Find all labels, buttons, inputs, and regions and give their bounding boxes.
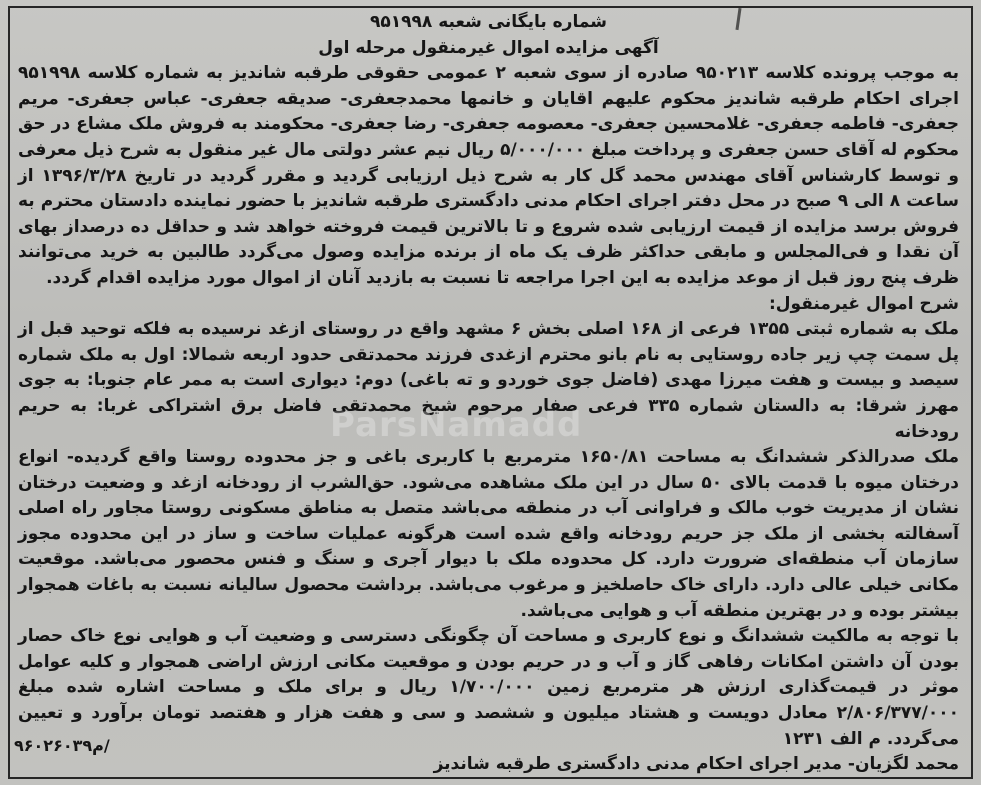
watermark: ParsNamadd bbox=[330, 405, 583, 445]
auction-notice bbox=[18, 10, 959, 778]
archive-number-line: شماره بایگانی شعبه ۹۵۱۹۹۸ bbox=[370, 12, 607, 32]
signature-line: محمد لگزیان- مدیر اجرای احکام مدنی دادگستری طرقبه شاندیز bbox=[433, 754, 959, 775]
intro-paragraph: به موجب پرونده کلاسه ۹۵۰۲۱۳ صادره از سوی شعبه ۲ عمومی حقوقی طرقبه شاندیز به شماره کلاسه ۹۵۱۹۹۸ اجرای احکام طرقبه شاندیز محکوم علیهم اقایان و خانمها محمدجعفری- صدیقه جعفری- عباس جعفری- مریم جعفری- فاطمه جعفری- غلامحسین جعفری- معصومه جعفری- رضا جعفری- محکومند به فروش ملک مشاع در حق محکوم له آقای حسن جعفری و پرداخت مبلغ ۵/۰۰۰/۰۰۰ ریال نیم عشر دولتی مال غیر منقول به شرح ذیل معرفی و توسط کارشناس آقای مهندس محمد گل کار به شرح ذیل ارزیابی گردید و مقرر گردید در تاریخ ۱۳۹۶/۳/۲۸ از ساعت ۸ الی ۹ صبح در محل دفتر اجرای احکام مدنی دادگستری طرقبه شاندیز با حضور نماینده دادستان محترم به فروش برسد مزایده از قیمت ارزیابی شده شروع و تا بالاترین قیمت فروخته خواهد شد و حداقل ده درصداز بهای آن نقدا و فی‌المجلس و مابقی حداکثر ظرف یک ماه از برنده مزایده وصول می‌گردد طالبین به خرید می‌توانند ظرف پنج روز قبل از موعد مزایده به این اجرا مراجعه تا نسبت به بازدید آنان از اموال مورد مزایده اقدام گردد. bbox=[18, 63, 960, 288]
notice-title: آگهی مزایده اموال غیرمنقول مرحله اول bbox=[318, 37, 659, 58]
property-heading: شرح اموال غیرمنقول: bbox=[768, 293, 959, 314]
footer-code: م۹۶۰۲۶۰۳۹/ bbox=[14, 736, 110, 755]
valuation-paragraph: با توجه به مالکیت ششدانگ و نوع کاربری و مساحت آن چگونگی دسترسی و وضعیت آب و هوایی نوع خاک حصار بودن آن داشتن امکانات رفاهی گاز و آب و در حریم بودن و موقعیت مکانی ارزش اراضی همجوار و کلیه عوامل موثر در قیمت‌گذاری ارزش هر مترمربع زمین ۱/۷۰۰/۰۰۰ ریال و برای ملک و مساحت اشاره شده مبلغ ۲/۸۰۶/۳۷۷/۰۰۰ معادل دویست و هشتاد میلیون و ششصد و سی و هفت هزار و هفتصد تومان برآورد و تعیین می‌گردد. م الف ۱۲۳۱ bbox=[18, 626, 959, 749]
description-paragraph: ملک صدرالذکر ششدانگ به مساحت ۱۶۵۰/۸۱ مترمربع با کاربری باغی و جز محدوده روستا واقع گردیده- انواع درختان میوه با قدمت بالای ۵۰ سال در این ملک مشاهده می‌شود. حق‌الشرب از رودخانه ازغد و وضعیت درختان نشان از مدیریت خوب مالک و فراوانی آب در منطقه می‌باشد متصل به مناطق مسکونی روستا مجاور راه اصلی آسفالته بخشی از ملک جز حریم رودخانه واقع شده است هرگونه عملیات ساخت و ساز در این محدوده مجوز سازمان آب منطقه‌ای ضرورت دارد. کل محدوده ملک با دیوار آجری و سنگ و فنس محصور می‌باشد. موقعیت مکانی خیلی عالی دارد. دارای خاک حاصلخیز و مرغوب می‌باشد. برداشت محصول سالیانه نسبت به باغات همجوار بیشتر بوده و در بهترین منطقه آب و هوایی می‌باشد. bbox=[18, 447, 960, 621]
property-paragraph: ملک به شماره ثبتی ۱۳۵۵ فرعی از ۱۶۸ اصلی بخش ۶ مشهد واقع در روستای ازغد نرسیده به فلکه توحید قبل از پل سمت چپ زیر جاده روستایی به نام بانو محترم ازغدی فرزند محمدتقی حدود اربعه شمالا: اول به ملک شماره سیصد و بیست و هفت میرزا مهدی (فاضل جوی خوردو و ته باغی) دوم: دیواری است به ممر عام جنوبا: به جوی مهرز شرقا: به دالستان شماره ۳۳۵ فرعی صفار مرحوم شیخ محمدتقی فاضل برق اشتراکی غربا: به حریم رودخانه bbox=[18, 319, 959, 442]
